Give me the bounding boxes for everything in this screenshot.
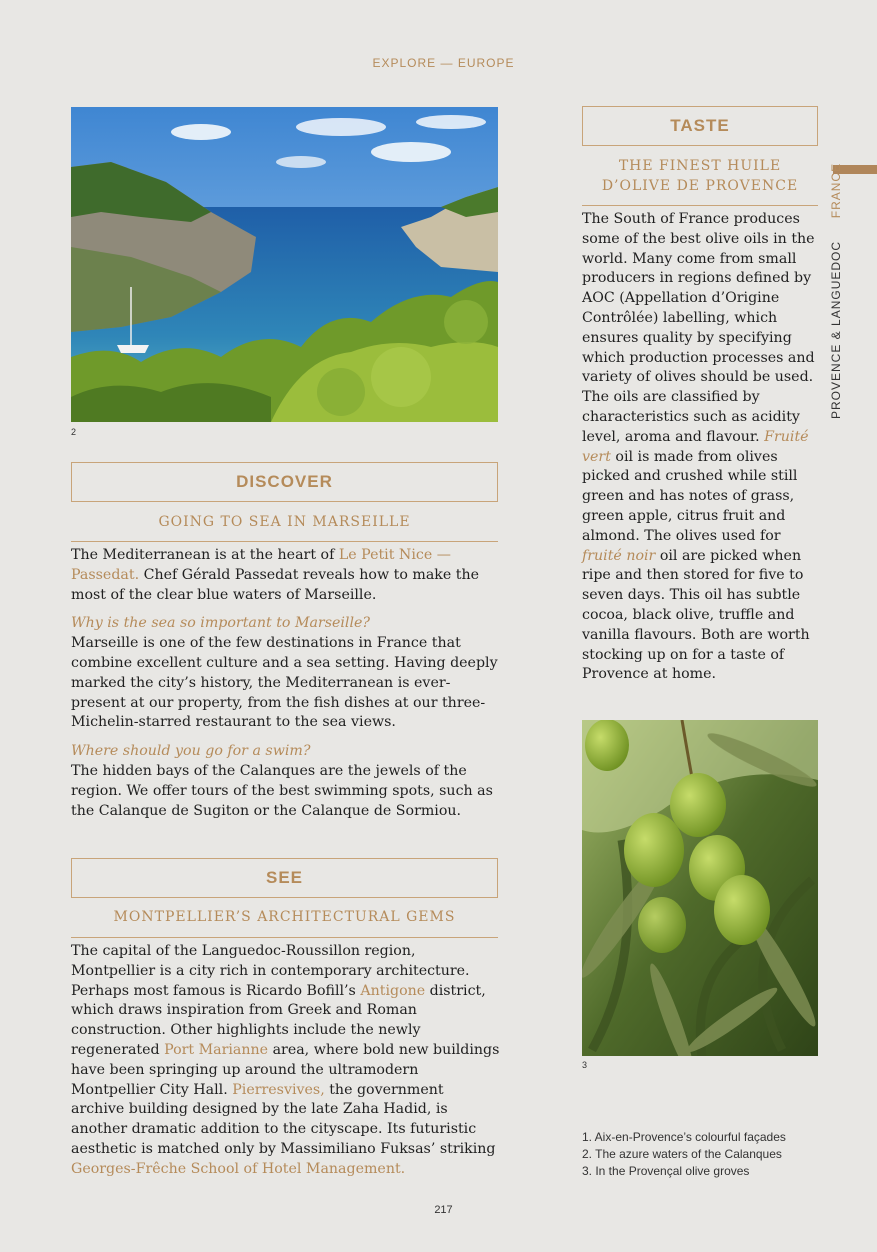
calanque-bay-photo [71,107,498,422]
see-subheading: MONTPELLIER’S ARCHITECTURAL GEMS [113,909,456,925]
taste-body [582,210,820,685]
side-tab-region: PROVENCE & LANGUEDOC [829,240,843,419]
olive-branch-photo [582,720,818,1056]
taste-text: oil is made from olives picked and crushed while still green and has notes of grass, green apple, citrus fruit and almond. The olives used for [582,448,798,544]
photo-number: 2 [71,427,77,437]
see-heading: SEE [71,858,498,898]
page-number: 217 [434,1204,453,1216]
taste-subheading-line-2: D’OLIVE DE PROVENCE [601,178,799,194]
side-tab-label [829,162,851,419]
divider [71,541,498,542]
fruite-noir-term: fruité noir [582,547,656,564]
taste-paragraph [582,210,820,685]
see-text: The capital of the Languedoc-Roussillon region, Montpellier is a city rich in contemporary architecture. Perhaps most famous is Ricardo Bofill’s [71,943,470,999]
port-marianne-link[interactable]: Port Marianne [164,1041,269,1058]
see-paragraph [71,942,501,1180]
divider [71,937,498,938]
taste-text: oil are picked when ripe and then stored for five to seven days. This oil has subtle cocoa, black olive, truffle and vanilla flavours. Both are worth stocking up on for a taste of Provence at home. [582,547,810,683]
divider [582,205,818,206]
see-text: district, which draws inspiration from Greek and Roman construction. Other highlights include the newly regenerated [71,982,486,1058]
discover-intro [71,546,498,605]
caption-2: 2. The azure waters of the Calanques [582,1147,782,1161]
taste-text: The South of France produces some of the best olive oils in the world. Many come from small producers in regions defined by AOC (Appellation d’Origine Contrôlée) labelling, which ensures quality by specifying which production processes and variety of olives should be used. The oils are classified by characteristics such as acidity level, aroma and flavour. [582,211,815,445]
pierresvives-link[interactable]: Pierresvives, [232,1081,325,1098]
answer-1: Marseille is one of the few destinations in France that combine excellent culture and a sea setting. Having deeply marked the city’s history, the Mediterranean is ever-present at our property, from the fish dishes at our three-Michelin-starred restaurant to the sea views. [71,635,498,731]
taste-heading: TASTE [582,106,818,146]
question-2: Where should you go for a swim? [71,743,311,760]
discover-subheading: GOING TO SEA IN MARSEILLE [158,514,411,530]
side-tab-country: FRANCE [829,162,843,219]
caption-3: 3. In the Provençal olive groves [582,1164,750,1178]
hotel-school-link[interactable]: Georges-Frêche School of Hotel Management. [71,1160,406,1177]
fruite-vert-term: Fruité vert [582,428,809,465]
intro-text-end: Chef Gérald Passedat reveals how to make the most of the clear blue waters of Marseille. [71,566,480,603]
antigone-link[interactable]: Antigone [360,982,426,999]
see-text: the government archive building designed by the late Zaha Hadid, is another dramatic addition to the cityscape. Its futuristic aesthetic is matched only by Massimiliano Fuksas’ striking [71,1081,496,1157]
see-text: area, where bold new buildings have been springing up around the ultramodern Montpellier City Hall. [71,1041,500,1098]
answer-2: The hidden bays of the Calanques are the jewels of the region. We offer tours of the best swimming spots, such as the Calanque de Sugiton or the Calanque de Sormiou. [71,762,493,819]
photo-number: 3 [582,1060,588,1070]
discover-heading: DISCOVER [71,462,498,502]
see-body [71,942,501,1180]
question-1: Why is the sea so important to Marseille? [71,615,371,632]
photo-captions [582,1129,827,1180]
discover-body [71,546,498,821]
le-petit-nice-link[interactable]: Le Petit Nice — Passedat. [71,547,451,583]
caption-1: 1. Aix-en-Provence’s colourful façades [582,1130,786,1144]
section-header: EXPLORE — EUROPE [372,56,515,70]
taste-subheading-line-1: THE FINEST HUILE [618,158,782,174]
intro-text: The Mediterranean is at the heart of [71,547,339,563]
